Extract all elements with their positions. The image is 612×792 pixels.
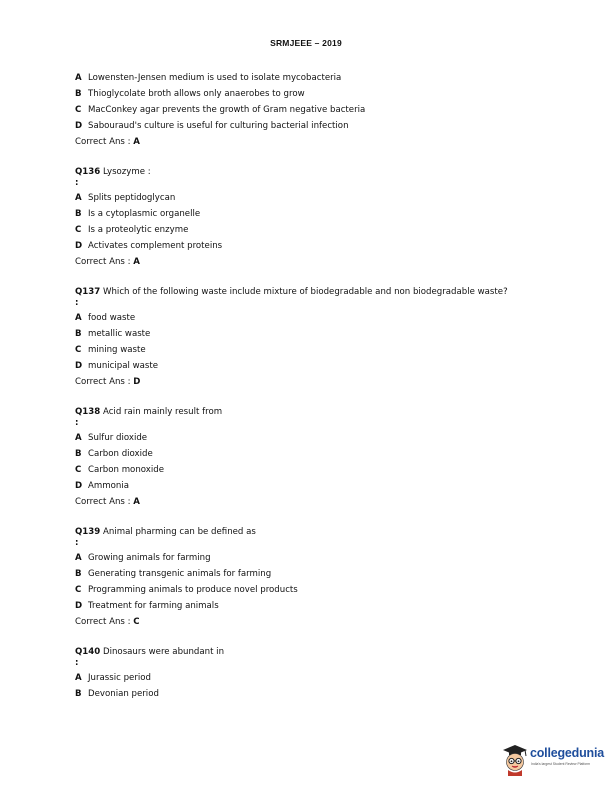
question-number: Q138: [75, 407, 101, 417]
question-colon: :: [75, 418, 79, 428]
option-row: [75, 208, 555, 224]
option-text: Carbon monoxide: [88, 465, 164, 475]
correct-answer: [75, 136, 555, 152]
option-text: Treatment for farming animals: [88, 601, 219, 611]
option-row: [75, 600, 555, 616]
question-block-q136: [75, 166, 555, 272]
option-text: Thioglycolate broth allows only anaerobes to grow: [88, 89, 305, 99]
correct-answer: [75, 376, 555, 392]
graduate-mascot-icon: [500, 742, 530, 776]
question-text: [75, 406, 555, 418]
question-text: [75, 526, 555, 538]
option-text: Generating transgenic animals for farming: [88, 569, 272, 579]
option-letter: A: [75, 433, 82, 443]
option-letter: B: [75, 209, 82, 219]
option-text: Activates complement proteins: [88, 241, 223, 251]
collegedunia-logo: [500, 742, 610, 778]
option-text: MacConkey agar prevents the growth of Gram negative bacteria: [88, 105, 366, 115]
correct-answer-value: D: [133, 377, 141, 387]
page-header-title: SRMJEEE – 2019: [270, 38, 342, 48]
question-stem: Acid rain mainly result from: [100, 407, 223, 417]
option-row: [75, 312, 555, 328]
question-stem: Animal pharming can be defined as: [100, 527, 256, 537]
option-text: municipal waste: [88, 361, 159, 371]
option-letter: C: [75, 585, 82, 595]
question-colon: :: [75, 658, 79, 668]
option-text: Devonian period: [88, 689, 159, 699]
option-row: [75, 688, 555, 704]
option-letter: A: [75, 553, 82, 563]
correct-answer-label: Correct Ans :: [75, 617, 134, 627]
question-number: Q136: [75, 167, 101, 177]
question-colon: :: [75, 298, 79, 308]
option-text: Growing animals for farming: [88, 553, 211, 563]
option-row: [75, 568, 555, 584]
option-letter: D: [75, 241, 83, 251]
option-text: Is a proteolytic enzyme: [88, 225, 189, 235]
option-row: [75, 224, 555, 240]
question-text: [75, 646, 555, 658]
option-text: Jurassic period: [88, 673, 151, 683]
option-letter: D: [75, 481, 83, 491]
option-letter: C: [75, 225, 82, 235]
option-letter: A: [75, 73, 82, 83]
option-row: [75, 344, 555, 360]
question-stem: Dinosaurs were abundant in: [100, 647, 225, 657]
option-row: [75, 464, 555, 480]
correct-answer: [75, 256, 555, 272]
question-number: Q139: [75, 527, 101, 537]
correct-answer-label: Correct Ans :: [75, 497, 134, 507]
option-letter: C: [75, 465, 82, 475]
option-letter: B: [75, 689, 82, 699]
option-letter: B: [75, 89, 82, 99]
option-text: food waste: [88, 313, 136, 323]
question-block-q140: [75, 646, 555, 704]
option-letter: D: [75, 121, 83, 131]
logo-wordmark: collegedunia: [530, 746, 605, 760]
option-letter: A: [75, 193, 82, 203]
option-row: [75, 360, 555, 376]
correct-answer-value: C: [133, 617, 140, 627]
option-letter: C: [75, 345, 82, 355]
option-text: mining waste: [88, 345, 146, 355]
option-row: [75, 240, 555, 256]
question-stem: Lysozyme :: [100, 167, 151, 177]
option-row: [75, 104, 555, 120]
option-letter: C: [75, 105, 82, 115]
correct-answer-value: A: [133, 497, 140, 507]
option-letter: B: [75, 569, 82, 579]
correct-answer-value: A: [133, 257, 140, 267]
option-row: [75, 120, 555, 136]
option-text: Is a cytoplasmic organelle: [88, 209, 201, 219]
prev-question-options: [75, 72, 555, 152]
correct-answer-label: Correct Ans :: [75, 257, 134, 267]
correct-answer-label: Correct Ans :: [75, 377, 134, 387]
option-row: [75, 328, 555, 344]
option-text: Ammonia: [88, 481, 129, 491]
question-list: [75, 72, 555, 704]
question-text: [75, 166, 555, 178]
question-block-q137: [75, 286, 555, 392]
option-row: [75, 432, 555, 448]
option-letter: B: [75, 329, 82, 339]
option-row: [75, 552, 555, 568]
correct-answer-label: Correct Ans :: [75, 137, 134, 147]
question-block-q138: [75, 406, 555, 512]
option-row: [75, 672, 555, 688]
option-row: [75, 192, 555, 208]
option-text: Sulfur dioxide: [88, 433, 148, 443]
question-block-q139: [75, 526, 555, 632]
option-text: Splits peptidoglycan: [88, 193, 176, 203]
correct-answer-value: A: [133, 137, 140, 147]
option-text: Sabouraud's culture is useful for culturing bacterial infection: [88, 121, 349, 131]
question-colon: :: [75, 538, 79, 548]
option-text: Programming animals to produce novel products: [88, 585, 298, 595]
option-letter: A: [75, 313, 82, 323]
option-text: metallic waste: [88, 329, 151, 339]
option-letter: D: [75, 601, 83, 611]
option-row: [75, 584, 555, 600]
option-text: Lowensten-Jensen medium is used to isolate mycobacteria: [88, 73, 342, 83]
option-letter: D: [75, 361, 83, 371]
question-text: [75, 286, 555, 298]
option-letter: B: [75, 449, 82, 459]
option-row: [75, 88, 555, 104]
correct-answer: [75, 496, 555, 512]
correct-answer: [75, 616, 555, 632]
option-row: [75, 448, 555, 464]
option-row: [75, 72, 555, 88]
question-number: Q140: [75, 647, 101, 657]
question-stem: Which of the following waste include mixture of biodegradable and non biodegradable waste?: [100, 287, 508, 297]
option-text: Carbon dioxide: [88, 449, 153, 459]
question-colon: :: [75, 178, 79, 188]
question-number: Q137: [75, 287, 101, 297]
logo-tagline: India's largest Student Review Platform: [531, 762, 591, 766]
option-row: [75, 480, 555, 496]
option-letter: A: [75, 673, 82, 683]
